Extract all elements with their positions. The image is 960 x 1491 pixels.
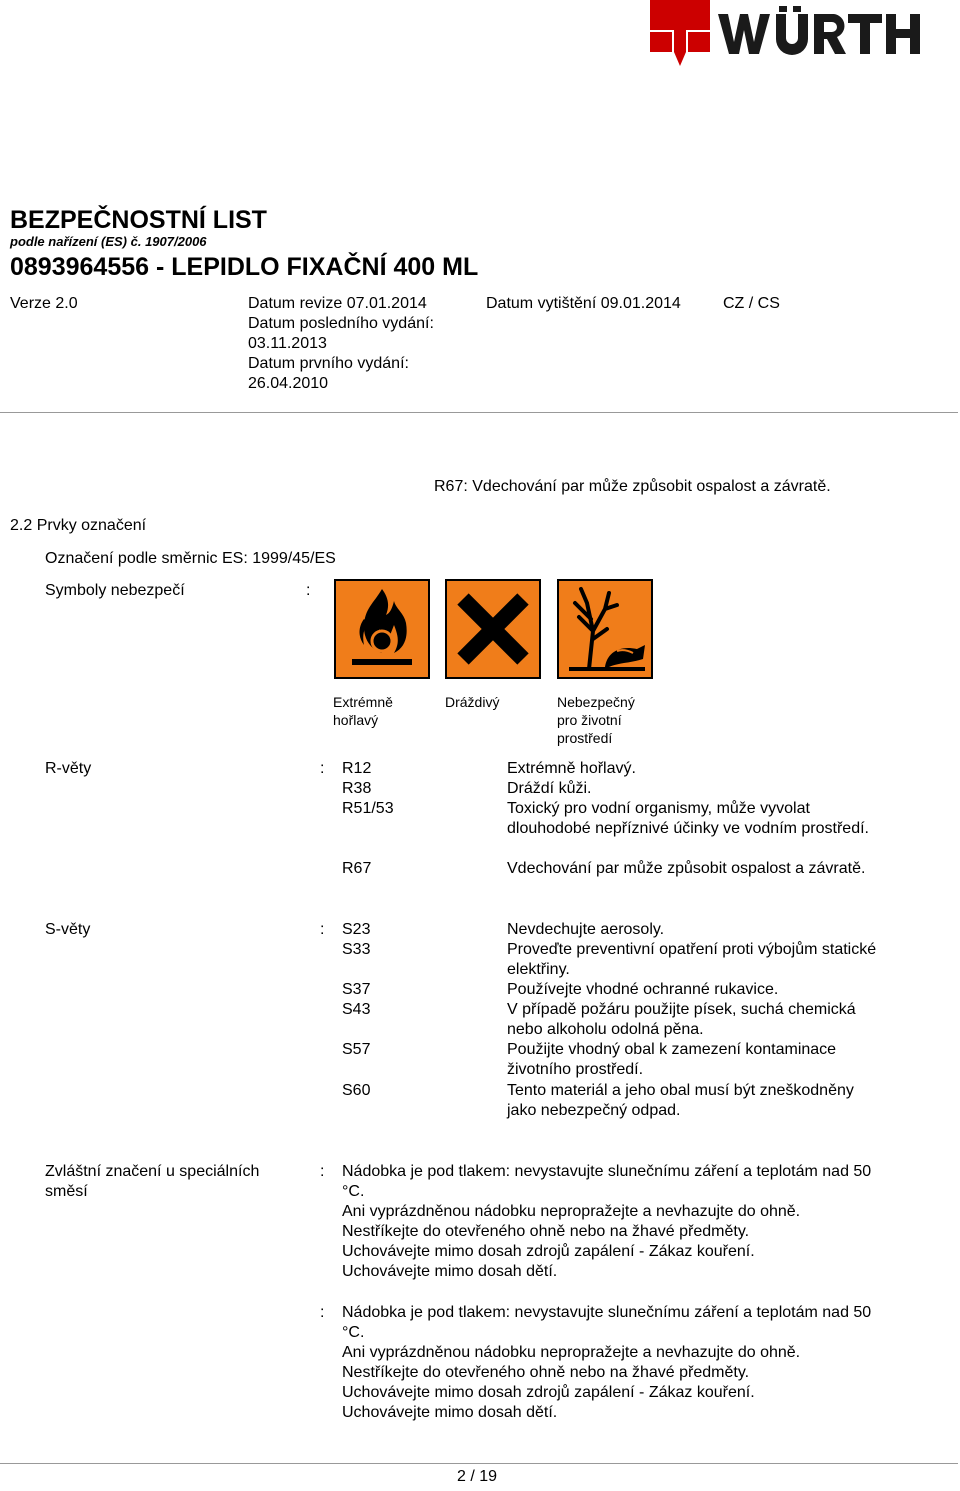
s-phrases-label: S-věty xyxy=(45,921,91,938)
special-line: Uchovávejte mimo dosah zdrojů zapálení - Zákaz kouření. xyxy=(342,1384,755,1401)
s-code: S37 xyxy=(342,981,371,998)
printed-date: Datum vytištění 09.01.2014 xyxy=(486,295,681,312)
wurth-logo-word xyxy=(718,6,920,55)
s-phrase-text: Používejte vhodné ochranné rukavice. xyxy=(507,981,779,998)
s-code: S60 xyxy=(342,1082,371,1099)
version: Verze 2.0 xyxy=(10,295,78,312)
directive-subtitle: Označení podle směrnic ES: 1999/45/ES xyxy=(45,550,336,567)
s-phrase-text: V případě požáru použijte písek, suchá chemická nebo alkoholu odolná pěna. xyxy=(507,1001,856,1038)
r-code: R51/53 xyxy=(342,800,394,817)
r-phrase-text: Vdechování par může způsobit ospalost a závratě. xyxy=(507,860,866,877)
r-phrase-text: Toxický pro vodní organismy, může vyvolat dlouhodobé nepříznivé účinky ve vodním prostředí. xyxy=(507,800,869,837)
special-line: Ani vyprázdněnou nádobku nepropražejte a nevhazujte do ohně. xyxy=(342,1203,801,1220)
first-issue-label: Datum prvního vydání: xyxy=(248,355,409,372)
document-title: BEZPEČNOSTNÍ LIST xyxy=(10,206,267,234)
special-line: Uchovávejte mimo dosah dětí. xyxy=(342,1404,558,1421)
footer-divider xyxy=(0,1463,958,1464)
cross-caption: Dráždivý xyxy=(445,694,500,710)
environment-caption: Nebezpečný pro životní prostředí xyxy=(557,694,635,746)
r-phrases-label: R-věty xyxy=(45,760,92,777)
r-code: R38 xyxy=(342,780,372,797)
special-line: Nestříkejte do otevřeného ohně nebo na žhavé předměty. xyxy=(342,1223,750,1240)
locale: CZ / CS xyxy=(723,295,780,312)
special-line: Nádobka je pod tlakem: nevystavujte slunečnímu záření a teplotám nad 50 °C. xyxy=(342,1304,872,1341)
special-block xyxy=(342,1303,932,1423)
r-code: R12 xyxy=(342,760,372,777)
last-issue-label: Datum posledního vydání: xyxy=(248,315,434,332)
flame-icon xyxy=(334,579,430,679)
carryover-line: R67: Vdechování par může způsobit ospalost a závratě. xyxy=(434,478,831,495)
special-line: Nádobka je pod tlakem: nevystavujte slunečnímu záření a teplotám nad 50 °C. xyxy=(342,1163,872,1200)
flame-caption: Extrémně hořlavý xyxy=(333,694,393,728)
special-line: Ani vyprázdněnou nádobku nepropražejte a nevhazujte do ohně. xyxy=(342,1344,801,1361)
s-phrases-colon: : xyxy=(320,921,325,938)
r-phrase-text: Extrémně hořlavý. xyxy=(507,760,636,777)
special-colon: : xyxy=(320,1163,325,1180)
last-issue-date: 03.11.2013 xyxy=(248,335,327,352)
special-line: Uchovávejte mimo dosah zdrojů zapálení - Zákaz kouření. xyxy=(342,1243,755,1260)
special-label: Zvláštní značení u speciálních směsí xyxy=(45,1163,260,1200)
special-colon: : xyxy=(320,1304,325,1321)
symbols-label: Symboly nebezpečí xyxy=(45,582,185,599)
page-number: 2 / 19 xyxy=(457,1468,498,1485)
s-phrase-text: Proveďte preventivní opatření proti výbojům statické elektřiny. xyxy=(507,941,877,978)
s-code: S57 xyxy=(342,1041,371,1058)
revision-date: Datum revize 07.01.2014 xyxy=(248,295,427,312)
s-code: S43 xyxy=(342,1001,371,1018)
s-phrase-text: Tento materiál a jeho obal musí být zneškodněny jako nebezpečný odpad. xyxy=(507,1082,854,1119)
symbols-colon: : xyxy=(306,582,311,599)
special-line: Uchovávejte mimo dosah dětí. xyxy=(342,1263,558,1280)
environment-icon xyxy=(557,579,653,679)
cross-icon xyxy=(445,579,541,679)
s-code: S33 xyxy=(342,941,371,958)
special-line: Nestříkejte do otevřeného ohně nebo na žhavé předměty. xyxy=(342,1364,750,1381)
r-phrase-text: Dráždí kůži. xyxy=(507,780,592,797)
wurth-logo xyxy=(648,0,958,68)
r-phrases-colon: : xyxy=(320,760,325,777)
regulation-reference: podle nařízení (ES) č. 1907/2006 xyxy=(10,234,207,249)
s-phrase-text: Použijte vhodný obal k zamezení kontaminace životního prostředí. xyxy=(507,1041,837,1078)
section-title: 2.2 Prvky označení xyxy=(10,517,147,534)
product-title: 0893964556 - LEPIDLO FIXAČNÍ 400 ML xyxy=(10,253,479,281)
s-phrase-text: Nevdechujte aerosoly. xyxy=(507,921,665,938)
special-block xyxy=(342,1162,932,1282)
first-issue-date: 26.04.2010 xyxy=(248,375,329,392)
r-code: R67 xyxy=(342,860,372,877)
header-divider xyxy=(0,412,958,413)
s-code: S23 xyxy=(342,921,371,938)
